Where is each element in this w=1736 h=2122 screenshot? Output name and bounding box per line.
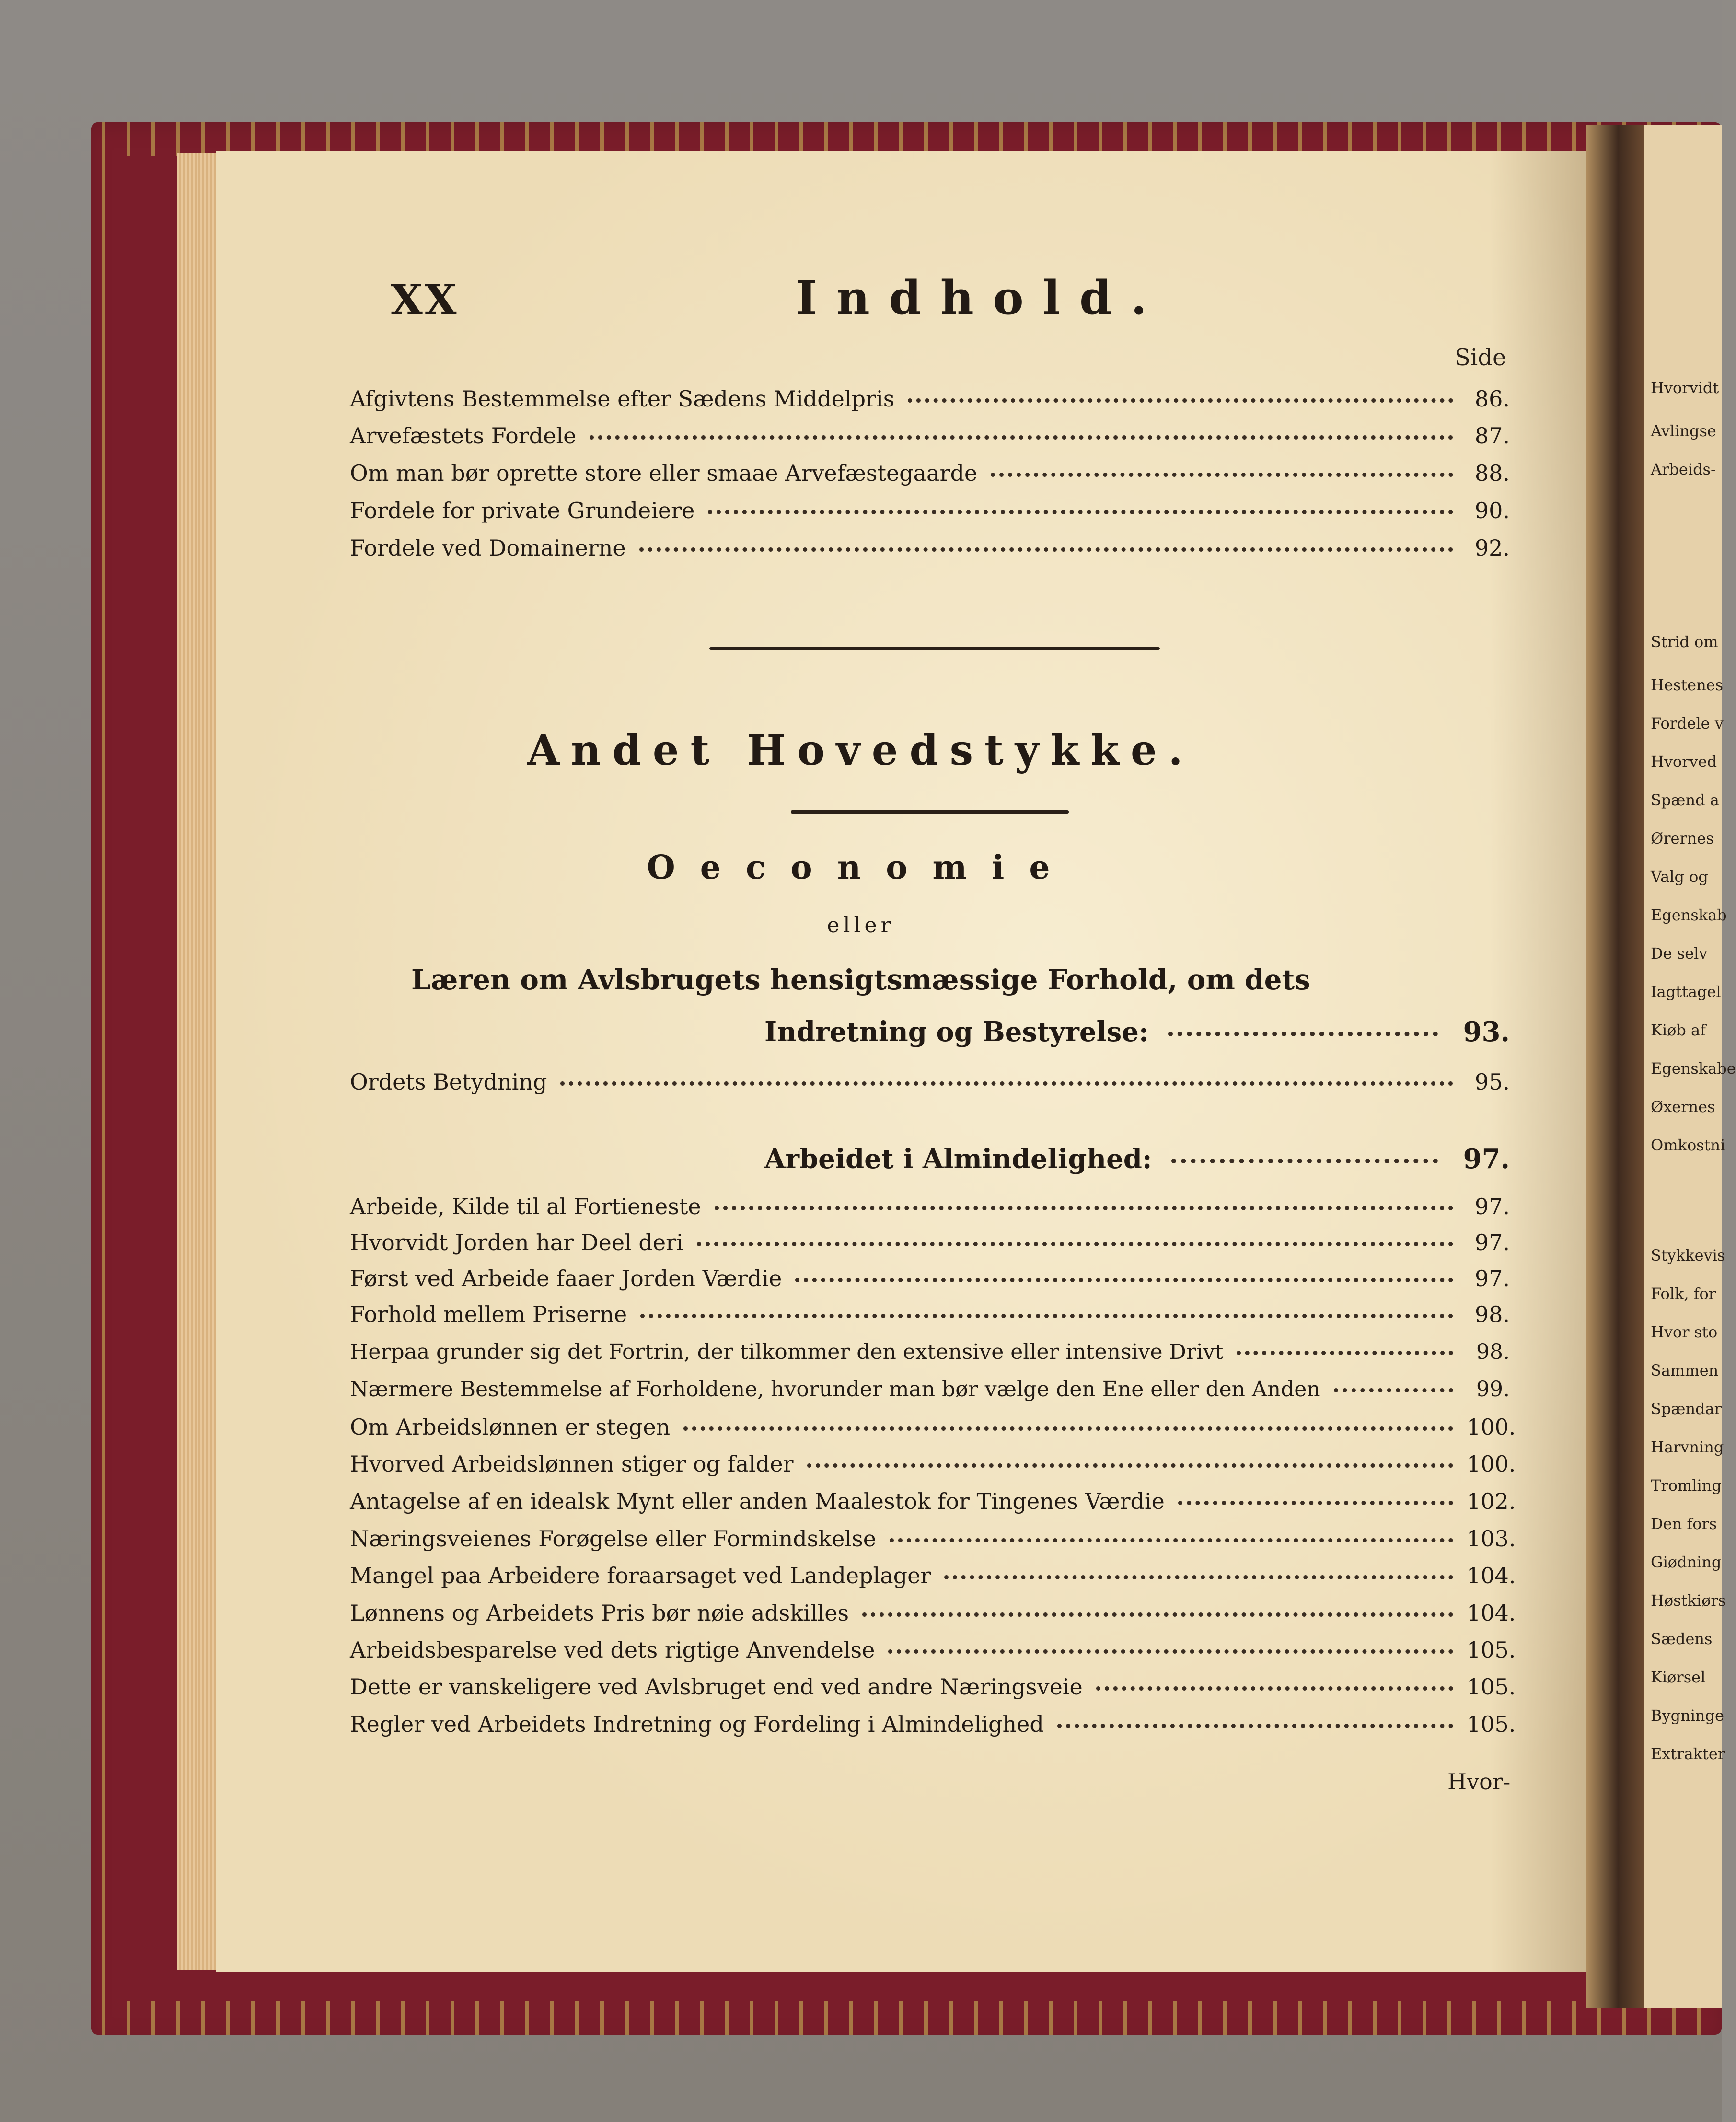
- section-divider-rule: [709, 647, 1160, 650]
- section-heading: Oeconomie: [647, 848, 1075, 887]
- dot-leader: [890, 1533, 1453, 1542]
- toc-entry-text: Arbeidsbesparelse ved dets rigtige Anvendelse: [350, 1637, 875, 1663]
- toc-entry: [350, 535, 1510, 566]
- right-page-line: Egenskab: [1651, 906, 1727, 924]
- right-page-line: Kiøb af: [1651, 1021, 1706, 1039]
- toc-entry: [350, 1301, 1510, 1332]
- right-page-fragment: [1644, 125, 1736, 2008]
- section-subtitle-text: Indretning og Bestyrelse:: [764, 1016, 1149, 1048]
- toc-entry-page: 103.: [1467, 1526, 1516, 1552]
- toc-entry-text: Fordele ved Domainerne: [350, 535, 626, 561]
- page-column-label: Side: [1455, 344, 1506, 371]
- dot-leader: [1168, 1027, 1438, 1036]
- right-page-line: De selv: [1651, 944, 1708, 962]
- toc-entry-page: 90.: [1474, 498, 1510, 523]
- toc-entry: [350, 460, 1510, 491]
- right-page-line: Arbeids-: [1651, 460, 1716, 478]
- toc-entry: [350, 1526, 1516, 1556]
- toc-entry: [350, 1451, 1516, 1482]
- right-page-line: Hvorvidt: [1651, 379, 1719, 397]
- toc-entry-text: Herpaa grunder sig det Fortrin, der tilkommer den extensive eller intensive Drivt: [350, 1340, 1224, 1364]
- dot-leader: [715, 1201, 1453, 1210]
- dot-leader: [708, 505, 1453, 514]
- dot-leader: [560, 1077, 1453, 1086]
- toc-entry-text: Ordets Betydning: [350, 1069, 547, 1095]
- subheading-text: Arbeidet i Almindelighed:: [764, 1143, 1152, 1175]
- right-page-line: Harvning: [1651, 1438, 1724, 1456]
- toc-entry: [350, 386, 1510, 417]
- section-subtitle-page: 93.: [1463, 1016, 1510, 1048]
- right-page-line: Fordele v: [1651, 714, 1724, 732]
- toc-entry: [350, 1340, 1510, 1370]
- right-page-line: Hvor sto: [1651, 1323, 1718, 1341]
- dot-leader: [1171, 1154, 1438, 1163]
- toc-entry-page: 97.: [1474, 1229, 1510, 1255]
- right-page-line: Øxernes: [1651, 1098, 1715, 1116]
- toc-entry-text: Antagelse af en idealsk Mynt eller anden Maalestok for Tingenes Værdie: [350, 1488, 1165, 1514]
- right-page-line: Sammen: [1651, 1361, 1719, 1380]
- toc-entry-page: 100.: [1467, 1414, 1516, 1440]
- dot-leader: [640, 1309, 1453, 1318]
- toc-entry-page: 102.: [1467, 1488, 1516, 1514]
- section-subtitle-line-2: [764, 1016, 1510, 1055]
- toc-entry-page: 95.: [1474, 1069, 1510, 1095]
- right-page-line: Den fors: [1651, 1515, 1717, 1533]
- toc-entry-page: 105.: [1467, 1674, 1516, 1700]
- dot-leader: [1178, 1496, 1453, 1505]
- chapter-ornament-rule: [791, 810, 1069, 814]
- dot-leader: [683, 1422, 1453, 1431]
- subheading-row: [764, 1143, 1510, 1182]
- toc-entry-page: 97.: [1474, 1194, 1510, 1219]
- dot-leader: [1334, 1383, 1453, 1392]
- toc-entry-page: 98.: [1476, 1340, 1510, 1364]
- toc-entry-page: 98.: [1474, 1301, 1510, 1327]
- dot-leader: [908, 394, 1453, 403]
- toc-entry-text: Forhold mellem Priserne: [350, 1301, 627, 1327]
- right-page-line: Extrakter: [1651, 1745, 1725, 1763]
- subheading-page: 97.: [1463, 1143, 1510, 1175]
- right-page-line: Hestenes: [1651, 676, 1724, 694]
- toc-entry-text: Først ved Arbeide faaer Jorden Værdie: [350, 1265, 782, 1291]
- dot-leader: [639, 543, 1453, 552]
- toc-entry-text: Arvefæstets Fordele: [350, 423, 577, 449]
- chapter-heading: Andet Hovedstykke.: [527, 726, 1194, 775]
- toc-entry: [350, 1600, 1516, 1631]
- toc-entry-text: Nærmere Bestemmelse af Forholdene, hvorunder man bør vælge den Ene eller den Anden: [350, 1377, 1320, 1402]
- toc-entry: [350, 1229, 1510, 1260]
- right-page-line: Giødning: [1651, 1553, 1722, 1571]
- right-page-line: Sædens: [1651, 1630, 1713, 1648]
- right-page-line: Omkostni: [1651, 1136, 1725, 1154]
- right-page-line: Egenskabe: [1651, 1059, 1736, 1078]
- dot-leader: [1237, 1346, 1453, 1355]
- right-page-line: Folk, for: [1651, 1285, 1716, 1303]
- page-title: Indhold.: [796, 271, 1166, 325]
- dot-leader: [1096, 1681, 1453, 1691]
- right-page-line: Iagttagel: [1651, 983, 1721, 1001]
- toc-entry: [350, 1563, 1516, 1593]
- dot-leader: [795, 1273, 1453, 1282]
- right-page-line: Stykkevis: [1651, 1246, 1725, 1264]
- toc-entry: [350, 1414, 1516, 1445]
- page-edges: [177, 153, 216, 1970]
- toc-entry-page: 105.: [1467, 1711, 1516, 1737]
- toc-entry-page: 105.: [1467, 1637, 1516, 1663]
- toc-entry-text: Om Arbeidslønnen er stegen: [350, 1414, 671, 1440]
- toc-entry-text: Arbeide, Kilde til al Fortieneste: [350, 1194, 701, 1219]
- toc-entry: [350, 1069, 1510, 1100]
- toc-entry-page: 88.: [1474, 460, 1510, 486]
- right-page-line: Spændar: [1651, 1400, 1722, 1418]
- dot-leader: [807, 1459, 1453, 1468]
- toc-entry-text: Hvorved Arbeidslønnen stiger og falder: [350, 1451, 794, 1477]
- toc-entry-text: Hvorvidt Jorden har Deel deri: [350, 1229, 683, 1255]
- toc-entry-text: Fordele for private Grundeiere: [350, 498, 695, 523]
- toc-entry-page: 99.: [1476, 1377, 1510, 1402]
- book-gutter: [1586, 125, 1644, 2008]
- right-page-line: Tromling: [1651, 1476, 1722, 1495]
- toc-entry-text: Lønnens og Arbeidets Pris bør nøie adskilles: [350, 1600, 849, 1626]
- toc-entry: [350, 1265, 1510, 1296]
- toc-entry-text: Næringsveienes Forøgelse eller Formindskelse: [350, 1526, 876, 1552]
- toc-entry-page: 100.: [1467, 1451, 1516, 1477]
- right-page-line: Høstkiørs: [1651, 1591, 1726, 1610]
- right-page-line: Hvorved: [1651, 753, 1717, 771]
- toc-entry-text: Regler ved Arbeidets Indretning og Fordeling i Almindelighed: [350, 1711, 1044, 1737]
- toc-entry: [350, 1711, 1516, 1742]
- toc-entry: [350, 1377, 1510, 1408]
- toc-entry: [350, 498, 1510, 528]
- toc-entry-text: Mangel paa Arbeidere foraarsaget ved Landeplager: [350, 1563, 931, 1589]
- dot-leader: [697, 1237, 1453, 1246]
- right-page-line: Strid om: [1651, 633, 1718, 651]
- toc-entry-text: Dette er vanskeligere ved Avlsbruget end ved andre Næringsveie: [350, 1674, 1083, 1700]
- right-page-line: Valg og: [1651, 868, 1708, 886]
- toc-entry-page: 104.: [1467, 1600, 1516, 1626]
- dot-leader: [862, 1608, 1453, 1617]
- toc-entry-page: 97.: [1474, 1265, 1510, 1291]
- toc-entry: [350, 1637, 1516, 1668]
- folio-number: XX: [391, 276, 459, 324]
- right-page-line: Spænd a: [1651, 791, 1719, 809]
- toc-entry-page: 87.: [1474, 423, 1510, 449]
- toc-entry-text: Afgivtens Bestemmelse efter Sædens Middelpris: [350, 386, 895, 412]
- dot-leader: [991, 468, 1453, 477]
- toc-entry: [350, 423, 1510, 453]
- toc-entry-page: 92.: [1474, 535, 1510, 561]
- dot-leader: [590, 430, 1453, 440]
- dot-leader: [1057, 1719, 1453, 1728]
- dot-leader: [888, 1645, 1453, 1654]
- right-page-line: Ørernes: [1651, 829, 1714, 847]
- dot-leader: [944, 1570, 1453, 1579]
- right-page-line: Bygninge: [1651, 1706, 1724, 1725]
- toc-entry: [350, 1194, 1510, 1224]
- section-subtitle: Læren om Avlsbrugets hensigtsmæssige Forhold, om dets: [411, 963, 1310, 996]
- right-page-line: Avlingse: [1651, 422, 1716, 440]
- section-connector: eller: [827, 913, 895, 938]
- toc-entry: [350, 1488, 1516, 1519]
- toc-entry-text: Om man bør oprette store eller smaae Arvefæstegaarde: [350, 460, 978, 486]
- toc-entry-page: 104.: [1467, 1563, 1516, 1589]
- right-page-line: Kiørsel: [1651, 1668, 1706, 1686]
- catchword: Hvor-: [1447, 1769, 1511, 1795]
- toc-entry: [350, 1674, 1516, 1705]
- toc-entry-page: 86.: [1474, 386, 1510, 412]
